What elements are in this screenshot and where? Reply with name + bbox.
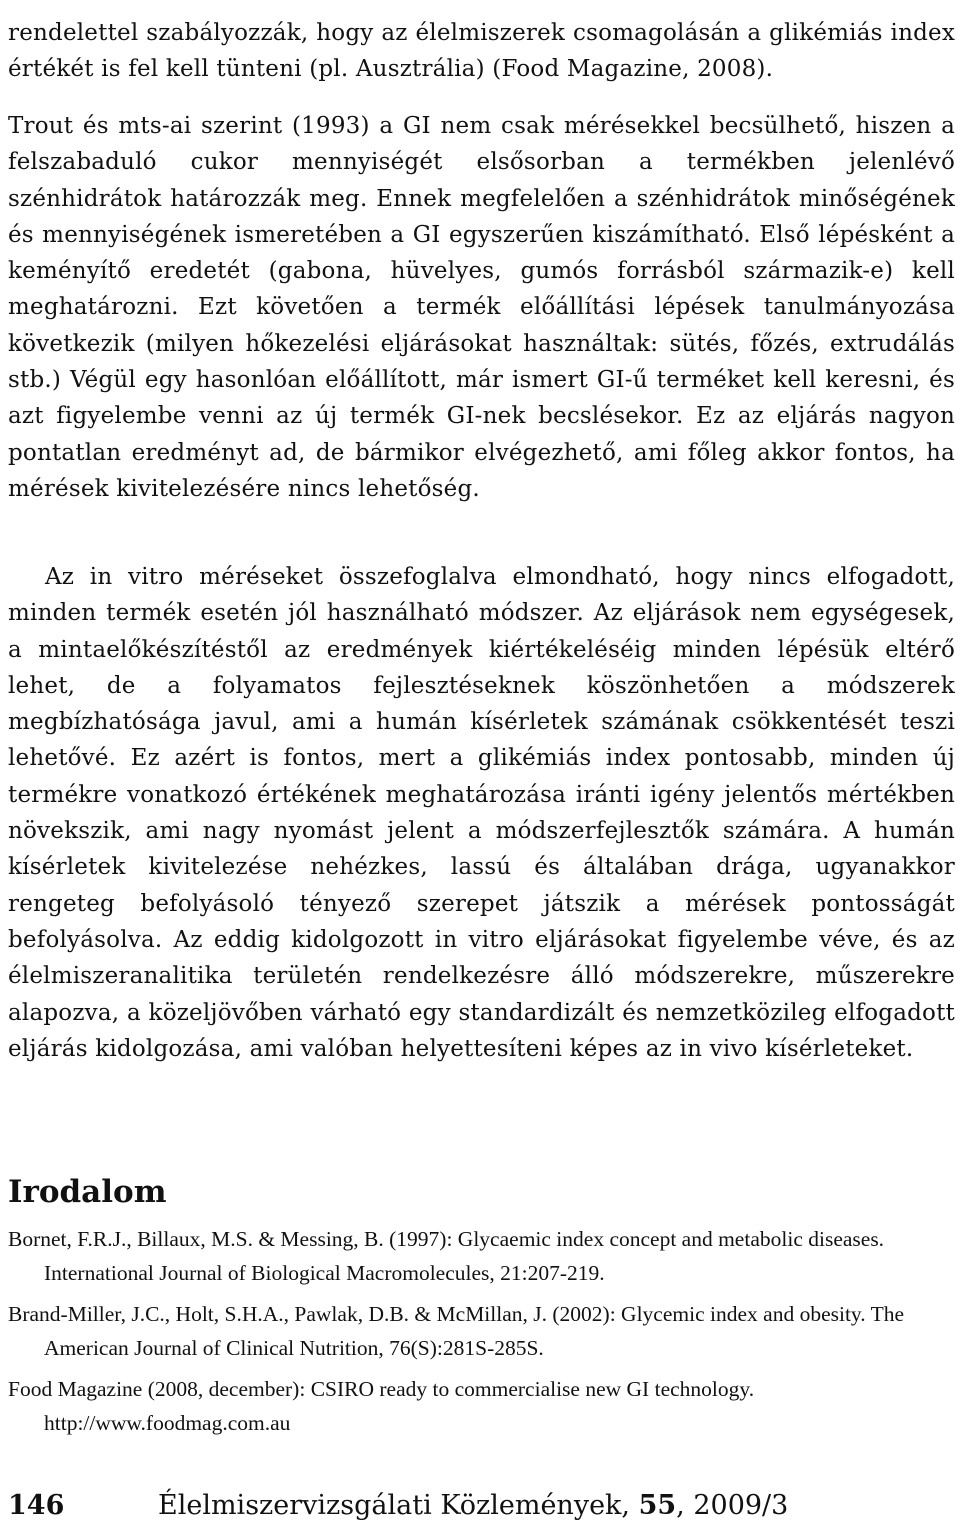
page-footer [8,1486,955,1526]
journal-name: Élelmiszervizsgálati Közlemények, [158,1490,630,1521]
journal-volume: 55 [638,1490,677,1521]
journal-citation [158,1486,788,1526]
references-list [8,1222,955,1447]
paragraph-trout: Trout és mts-ai szerint (1993) a GI nem csak mérésekkel becsülhető, hiszen a felszabaduló cukor mennyiségét elsősorban a termékben jelenlévő szénhidrátok határozzák meg. Ennek megfelelően a szénhidrátok minőségének és mennyiségének ismeretében a GI egyszerűen kiszámítható. Első lépésként a keményítő eredetét (gabona, hüvelyes, gumós forrásból származik-e) kell meghatározni. Ezt követően a termék előállítási lépések tanulmányozása következik (milyen hőkezelési eljárásokat használtak: sütés, főzés, extrudálás stb.) Végül egy hasonlóan előállított, már ismert GI-ű terméket kell keresni, és azt figyelembe venni az új termék GI-nek becslésekor. Ez az eljárás nagyon pontatlan eredményt ad, de bármikor elvégezhető, ami főleg akkor fontos, ha mérések kivitelezésére nincs lehetőség. [8,113,955,502]
journal-issue: , 2009/3 [676,1490,789,1521]
paragraph-in-vitro-summary: Az in vitro méréseket összefoglalva elmondható, hogy nincs elfogadott, minden termék esetén jól használható módszer. Az eljárások nem egységesek, a mintaelőkészítéstől az eredmények kiértékeléséig minden lépésük eltérő lehet, de a folyamatos fejlesztéseknek köszönhetően a módszerek megbízhatósága javul, ami a humán kísérletek számának csökkentését teszi lehetővé. Ez azért is fontos, mert a glikémiás index pontosabb, minden új termékre vonatkozó értékének meghatározása iránti igény jelentős mértékben növekszik, ami nagy nyomást jelent a módszerfejlesztők számára. A humán kísérletek kivitelezése nehézkes, lassú és általában drága, ugyanakkor rengeteg befolyásoló tényező szerepet játszik a mérések pontosságát befolyásolva. Az eddig kidolgozott in vitro eljárásokat figyelembe véve, és az élelmiszeranalitika területén rendelkezésre álló módszerekre, műszerekre alapozva, a közeljövőben várható egy standardizált és nemzetközileg elfogadott eljárás kidolgozása, ami valóban helyettesíteni képes az in vivo kísérleteket. [8,564,955,1062]
paragraph-continuation: rendelettel szabályozzák, hogy az élelmiszerek csomagolásán a glikémiás index értékét is fel kell tünteni (pl. Ausztrália) (Food Magazine, 2008). [8,20,955,83]
reference-item: Food Magazine (2008, december): CSIRO ready to commercialise new GI technology. http://www.foodmag.com.au [8,1377,755,1435]
reference-item: Bornet, F.R.J., Billaux, M.S. & Messing, B. (1997): Glycaemic index concept and metabolic diseases. International Journal of Biological Macromolecules, 21:207-219. [8,1227,885,1285]
reference-item: Brand-Miller, J.C., Holt, S.H.A., Pawlak, D.B. & McMillan, J. (2002): Glycemic index and obesity. The American Journal of Clinical Nutrition, 76(S):281S-285S. [8,1302,905,1360]
references-heading: Irodalom [8,1174,167,1210]
page-number: 146 [8,1490,65,1521]
